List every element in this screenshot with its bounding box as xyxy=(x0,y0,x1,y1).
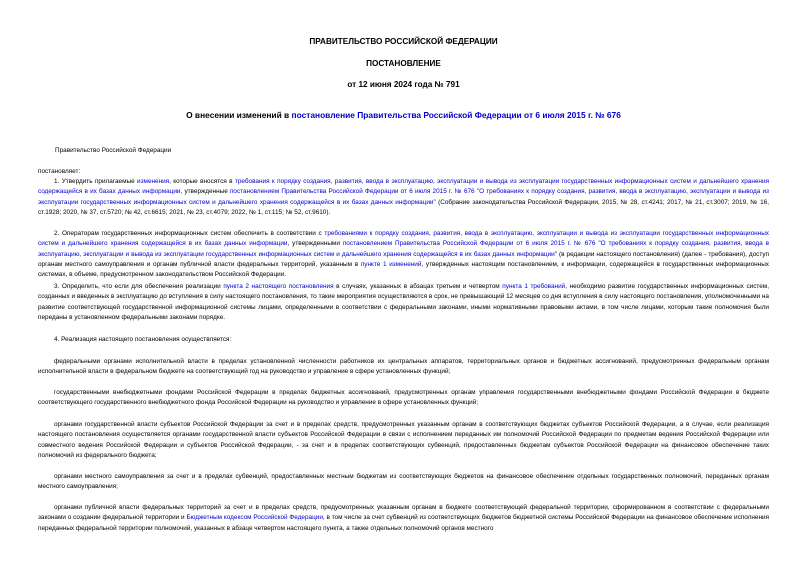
document-type: ПОСТАНОВЛЕНИЕ xyxy=(366,59,441,68)
p2-link-changes-point-1[interactable]: пункте 1 изменений xyxy=(360,260,422,268)
paragraph-7: органами государственной власти субъектов Российской Федерации за счет и в пределах средств, предусмотренных указанным органам в соответствующих бюджетах субъектов Российской Федерации, а в случае, если реализация настоящего постановления осуществляется органами государственной власти субъектов Российской Федерации в связи с исполнением переданных им полномочий Российской Федерации по предметам ведения Российской Федерации или совместного ведения Российской Федерации и субъектов Российской Федерации, - за счет и в пределах соответствующих субвенций, предоставленных бюджетам субъектов Российской Федерации на финансовое обеспечение таких полномочий из федерального бюджета; xyxy=(38,421,769,459)
document-title xyxy=(0,110,807,120)
paragraph-3 xyxy=(38,282,769,323)
p2-text-3: (в редакции настоящего постановления) (далее - требования), доступ органам местного самоуправления и органам публичной власти федеральных территорий, указанным в xyxy=(38,250,769,268)
decree-text: постановляет: xyxy=(38,168,81,175)
p1-link-requirements[interactable]: требования к порядку создания, развития, ввода в эксплуатацию, эксплуатации и вывода из эксплуатации государственных информационных систем и дальнейшего хранения содержащейся в их базах данных информации xyxy=(38,178,769,196)
issuer-text: Правительство Российской Федерации xyxy=(55,147,172,154)
document-date-number: от 12 июня 2024 года № 791 xyxy=(347,80,460,89)
p3-link-requirements-point-1[interactable]: пункта 1 требований xyxy=(502,283,566,290)
p1-text-4: (Собрание законодательства Российской Федерации, 2015, № 28, ст.4241; 2017, № 21, ст.3007; 2019, № 16, ст.1928; 2020, № 37, ст.5720; № 42, ст.6615; 2021, № 23, ст.4079; 2022, № 1, ст.115; № 52, ст.9610). xyxy=(38,198,769,216)
paragraph-9 xyxy=(38,503,769,534)
p2-link-decree-676[interactable]: постановлением Правительства Российской Федерации от 6 июля 2015 г. № 676 "О требованиях к порядку создания, развития, ввода в эксплуатацию, эксплуатации и вывода из эксплуатации государственных информационных систем и дальнейшего хранения содержащейся в их базах данных информации" xyxy=(38,240,769,258)
p9-link-budget-code[interactable]: Бюджетным кодексом Российской Федерации xyxy=(186,514,323,522)
p2-text-1: 2. Операторам государственных информационных систем обеспечить в соответствии с xyxy=(54,230,325,237)
government-name: ПРАВИТЕЛЬСТВО РОССИЙСКОЙ ФЕДЕРАЦИИ xyxy=(309,37,498,46)
p1-link-decree-676[interactable]: постановлением Правительства Российской Федерации от 6 июля 2015 г. № 676 "О требованиях к порядку создания, развития, ввода в эксплуатацию, эксплуатации и вывода из эксплуатации государственных информационных систем и дальнейшего хранения содержащейся в их базах данных информации" xyxy=(38,188,769,206)
paragraph-2 xyxy=(38,229,769,280)
title-link-decree-676[interactable]: постановление Правительства Российской Федерации от 6 июля 2015 г. № 676 xyxy=(291,110,621,120)
p1-text-2: , которые вносятся в xyxy=(169,178,235,185)
p2-text-4: , утвержденных настоящим постановлением, к информации, содержащейся в государственных информационных системах, в объеме, предусмотренном законодательством Российской Федерации. xyxy=(38,260,769,279)
p1-text-3: , утвержденные xyxy=(180,188,230,196)
title-prefix: О внесении изменений в xyxy=(186,110,292,120)
p2-text-2: , утвержденными xyxy=(287,240,343,248)
p3-text-1: 3. Определить, что если для обеспечения реализации xyxy=(54,283,224,290)
p1-link-changes[interactable]: изменения xyxy=(137,178,170,185)
paragraph-1 xyxy=(38,177,769,218)
p2-link-requirements[interactable]: требованиями к порядку создания, развития, ввода в эксплуатацию, эксплуатации и вывода из эксплуатации государственных информационных систем и дальнейшего хранения содержащейся в их базах данных информации xyxy=(38,230,769,248)
paragraph-5: федеральными органами исполнительной власти в пределах установленной численности работников их центральных аппаратов, территориальных органов и бюджетных ассигнований, предусмотренных федеральным органам исполнительной власти в федеральном бюджете на соответствующий год на руководство и управление в сфере установленных функций; xyxy=(38,358,769,376)
paragraph-6: государственными внебюджетными фондами Российской Федерации в пределах бюджетных ассигнований, предусмотренных органам управления государственными внебюджетными фондами Российской Федерации в бюджете соответствующего государственного внебюджетного фонда Российской Федерации на руководство и управление в сфере установленных функций; xyxy=(38,389,769,407)
p1-text-1: 1. Утвердить прилагаемые xyxy=(54,178,138,185)
p9-text-1: органами публичной власти федеральных территорий за счет и в пределах средств, предусмотренных указанным органам в бюджете соответствующей федеральной территории, сформированном в соответствии с федеральными законами о создании федеральной территории и xyxy=(38,504,769,522)
paragraph-4: 4. Реализация настоящего постановления осуществляется: xyxy=(54,336,232,343)
p9-text-2: , в том числе за счет субвенций из соответствующих бюджетов бюджетной системы Российской Федерации на финансовое обеспечение исполнения переданных федеральной территории полномочий, указанных в абзаце четвертом настоящего пункта, а также отдельных полномочий органов местного xyxy=(38,514,770,532)
p3-text-2: в случаях, указанных в абзацах третьем и четвертом xyxy=(333,283,503,290)
paragraph-8: органами местного самоуправления за счет и в пределах субвенций, предоставленных местным бюджетам из соответствующих бюджетов на финансовое обеспечение отдельных государственных полномочий, переданных органам местного самоуправления; xyxy=(38,473,769,491)
p3-text-3: , необходимо развитие государственных информационных систем, созданных и введенных в эксплуатацию до вступления в силу настоящего постановления, то такие мероприятия осуществляются в срок, не превышающий 12 месяцев со дня вступления в силу настоящего постановления, уполномоченными на развитие соответствующей государственной информационной системы лицами, определенными в соответствии с федеральными законами, иными нормативными правовыми актами, в том числе лицами, которым такие полномочия были переданы в установленном федеральными законами порядке. xyxy=(38,283,769,321)
p3-link-point-2[interactable]: пункта 2 настоящего постановления xyxy=(223,283,334,290)
